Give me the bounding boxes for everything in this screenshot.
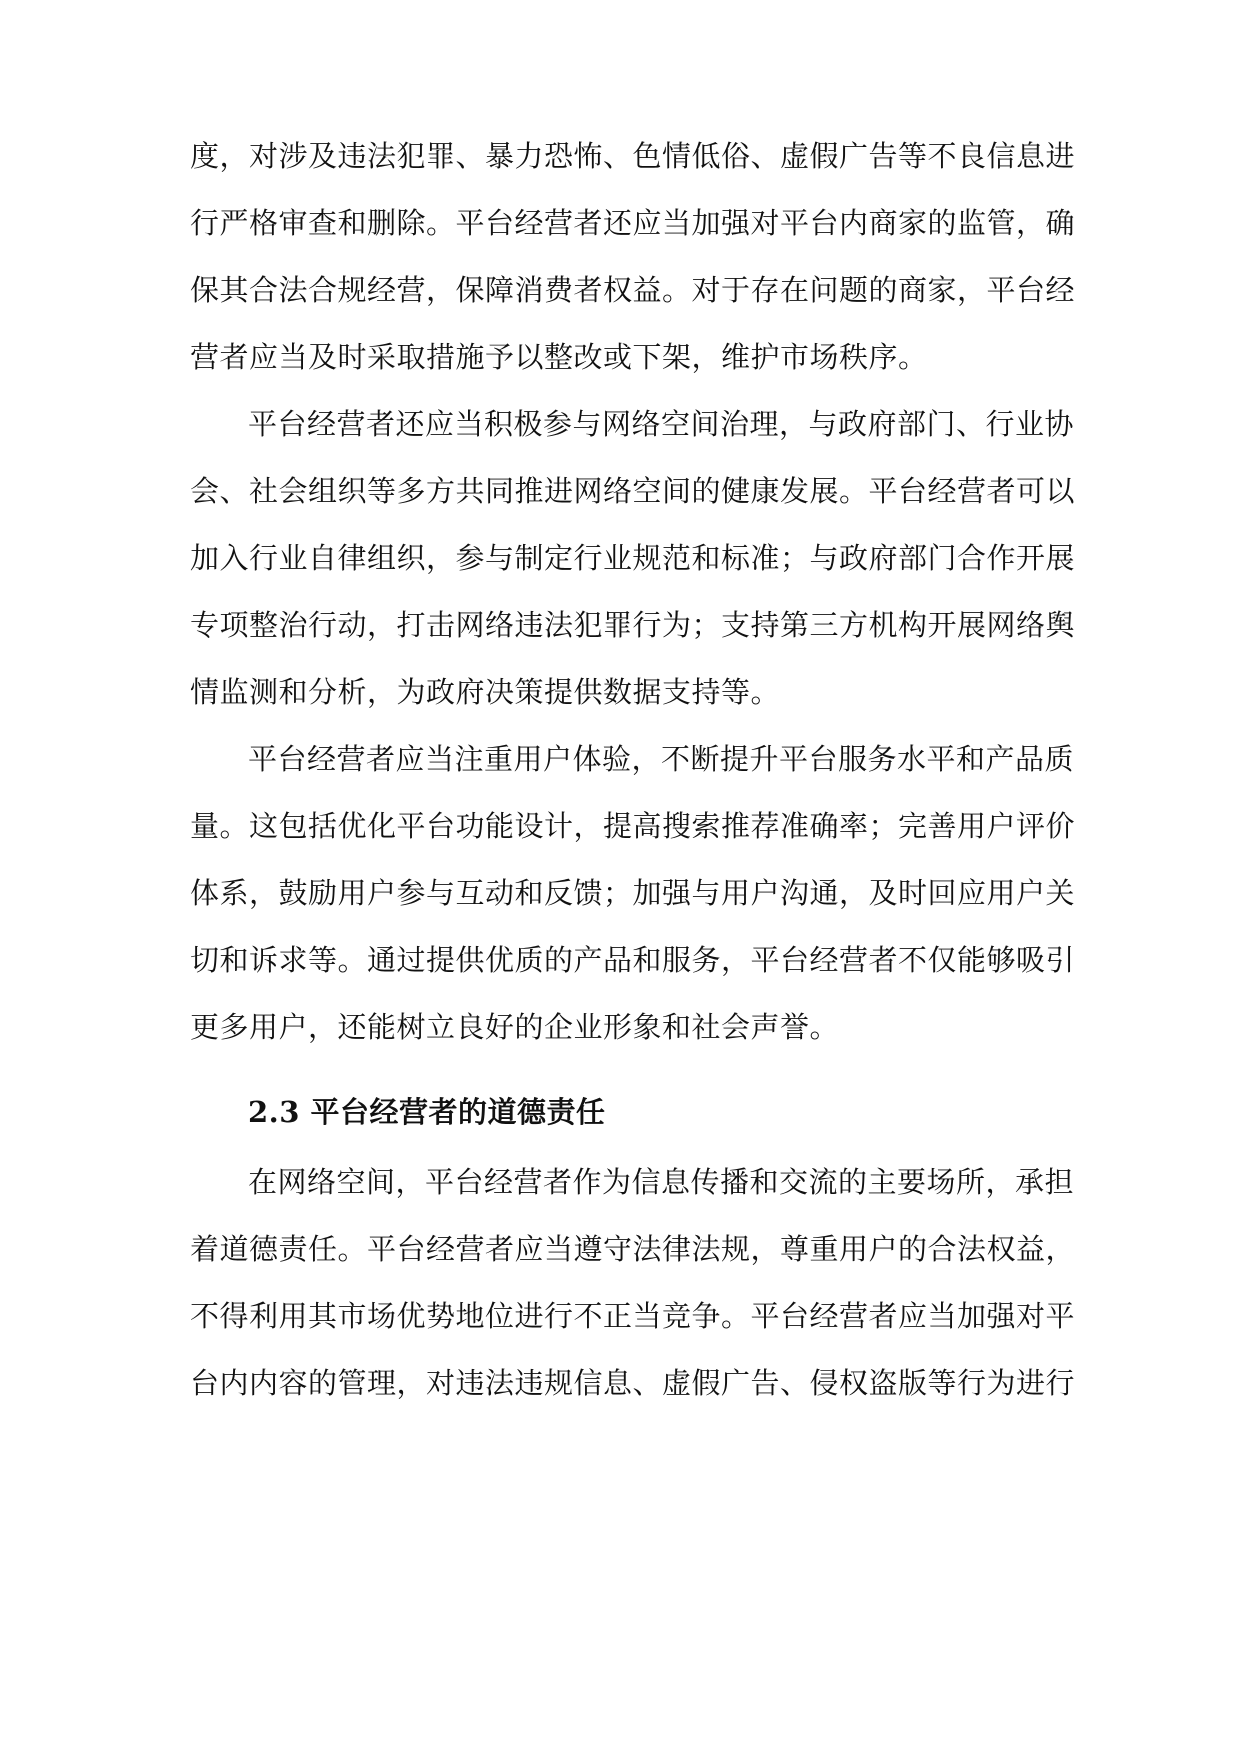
paragraph-1-line-1: 度，对涉及违法犯罪、暴力恐怖、色情低俗、虚假广告等不良信息进 bbox=[190, 139, 1076, 173]
paragraph-3-line-2: 量。这包括优化平台功能设计，提高搜索推荐准确率；完善用户评价 bbox=[190, 809, 1076, 843]
paragraph-2-line-5: 情监测和分析，为政府决策提供数据支持等。 bbox=[190, 675, 781, 709]
paragraph-1-line-4: 营者应当及时采取措施予以整改或下架，维护市场秩序。 bbox=[190, 340, 928, 374]
paragraph-3-line-3: 体系，鼓励用户参与互动和反馈；加强与用户沟通，及时回应用户关 bbox=[190, 876, 1076, 910]
paragraph-3-line-4: 切和诉求等。通过提供优质的产品和服务，平台经营者不仅能够吸引 bbox=[190, 943, 1076, 977]
paragraph-4-line-2: 着道德责任。平台经营者应当遵守法律法规，尊重用户的合法权益， bbox=[190, 1232, 1076, 1266]
paragraph-2-line-1: 平台经营者还应当积极参与网络空间治理，与政府部门、行业协 bbox=[248, 407, 1075, 441]
paragraph-1-line-2: 行严格审查和删除。平台经营者还应当加强对平台内商家的监管，确 bbox=[190, 206, 1076, 240]
paragraph-4-line-4: 台内内容的管理，对违法违规信息、虚假广告、侵权盗版等行为进行 bbox=[190, 1366, 1076, 1400]
paragraph-4-line-3: 不得利用其市场优势地位进行不正当竞争。平台经营者应当加强对平 bbox=[190, 1299, 1076, 1333]
section-heading: 2.3 平台经营者的道德责任 bbox=[248, 1095, 606, 1129]
paragraph-2-line-4: 专项整治行动，打击网络违法犯罪行为；支持第三方机构开展网络舆 bbox=[190, 608, 1076, 642]
paragraph-2-line-2: 会、社会组织等多方共同推进网络空间的健康发展。平台经营者可以 bbox=[190, 474, 1076, 508]
paragraph-4-line-1: 在网络空间，平台经营者作为信息传播和交流的主要场所，承担 bbox=[248, 1165, 1075, 1199]
paragraph-2-line-3: 加入行业自律组织，参与制定行业规范和标准；与政府部门合作开展 bbox=[190, 541, 1076, 575]
paragraph-3-line-5: 更多用户，还能树立良好的企业形象和社会声誉。 bbox=[190, 1010, 840, 1044]
paragraph-3-line-1: 平台经营者应当注重用户体验，不断提升平台服务水平和产品质 bbox=[248, 742, 1075, 776]
paragraph-1-line-3: 保其合法合规经营，保障消费者权益。对于存在问题的商家，平台经 bbox=[190, 273, 1076, 307]
